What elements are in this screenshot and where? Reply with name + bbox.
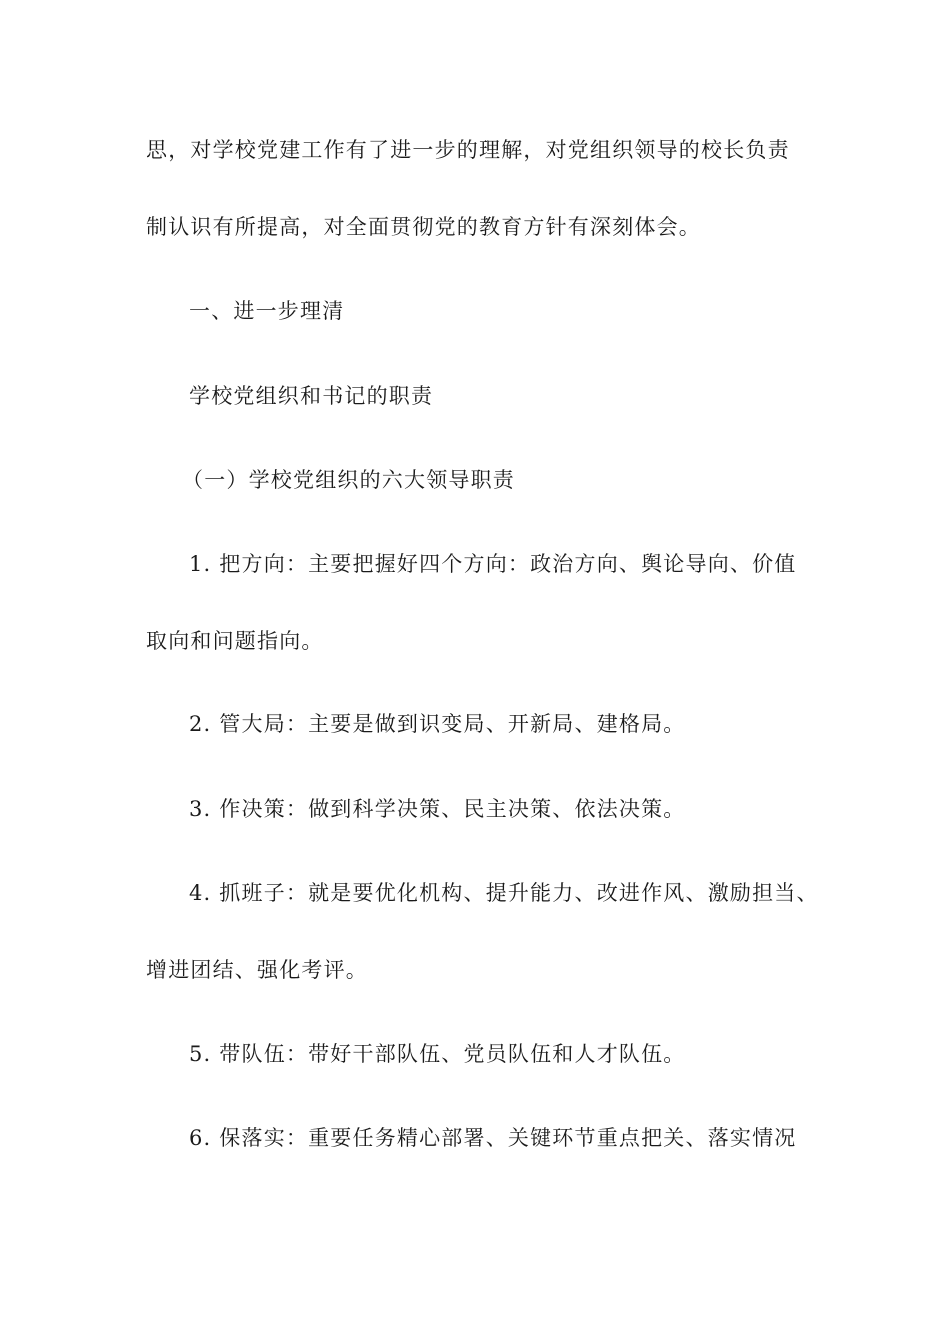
list-item-4-continuation: 增进团结、强化考评。 bbox=[146, 958, 368, 982]
list-item-1: 1. 把方向：主要把握好四个方向：政治方向、舆论导向、价值 bbox=[189, 552, 797, 576]
section-heading: 一、进一步理清 bbox=[189, 299, 345, 323]
list-item-4: 4. 抓班子：就是要优化机构、提升能力、改进作风、激励担当、 bbox=[189, 881, 819, 905]
section-heading-continuation: 学校党组织和书记的职责 bbox=[189, 384, 434, 408]
list-item-5: 5. 带队伍：带好干部队伍、党员队伍和人才队伍。 bbox=[189, 1042, 686, 1066]
paragraph-continuation-line: 制认识有所提高，对全面贯彻党的教育方针有深刻体会。 bbox=[146, 215, 701, 239]
list-item-1-continuation: 取向和问题指向。 bbox=[146, 629, 324, 653]
list-item-6: 6. 保落实：重要任务精心部署、关键环节重点把关、落实情况 bbox=[189, 1126, 797, 1150]
list-item-2: 2. 管大局：主要是做到识变局、开新局、建格局。 bbox=[189, 712, 686, 736]
subsection-heading: （一）学校党组织的六大领导职责 bbox=[182, 468, 515, 492]
list-item-3: 3. 作决策：做到科学决策、民主决策、依法决策。 bbox=[189, 797, 686, 821]
paragraph-continuation-line: 思，对学校党建工作有了进一步的理解，对党组织领导的校长负责 bbox=[146, 138, 790, 162]
